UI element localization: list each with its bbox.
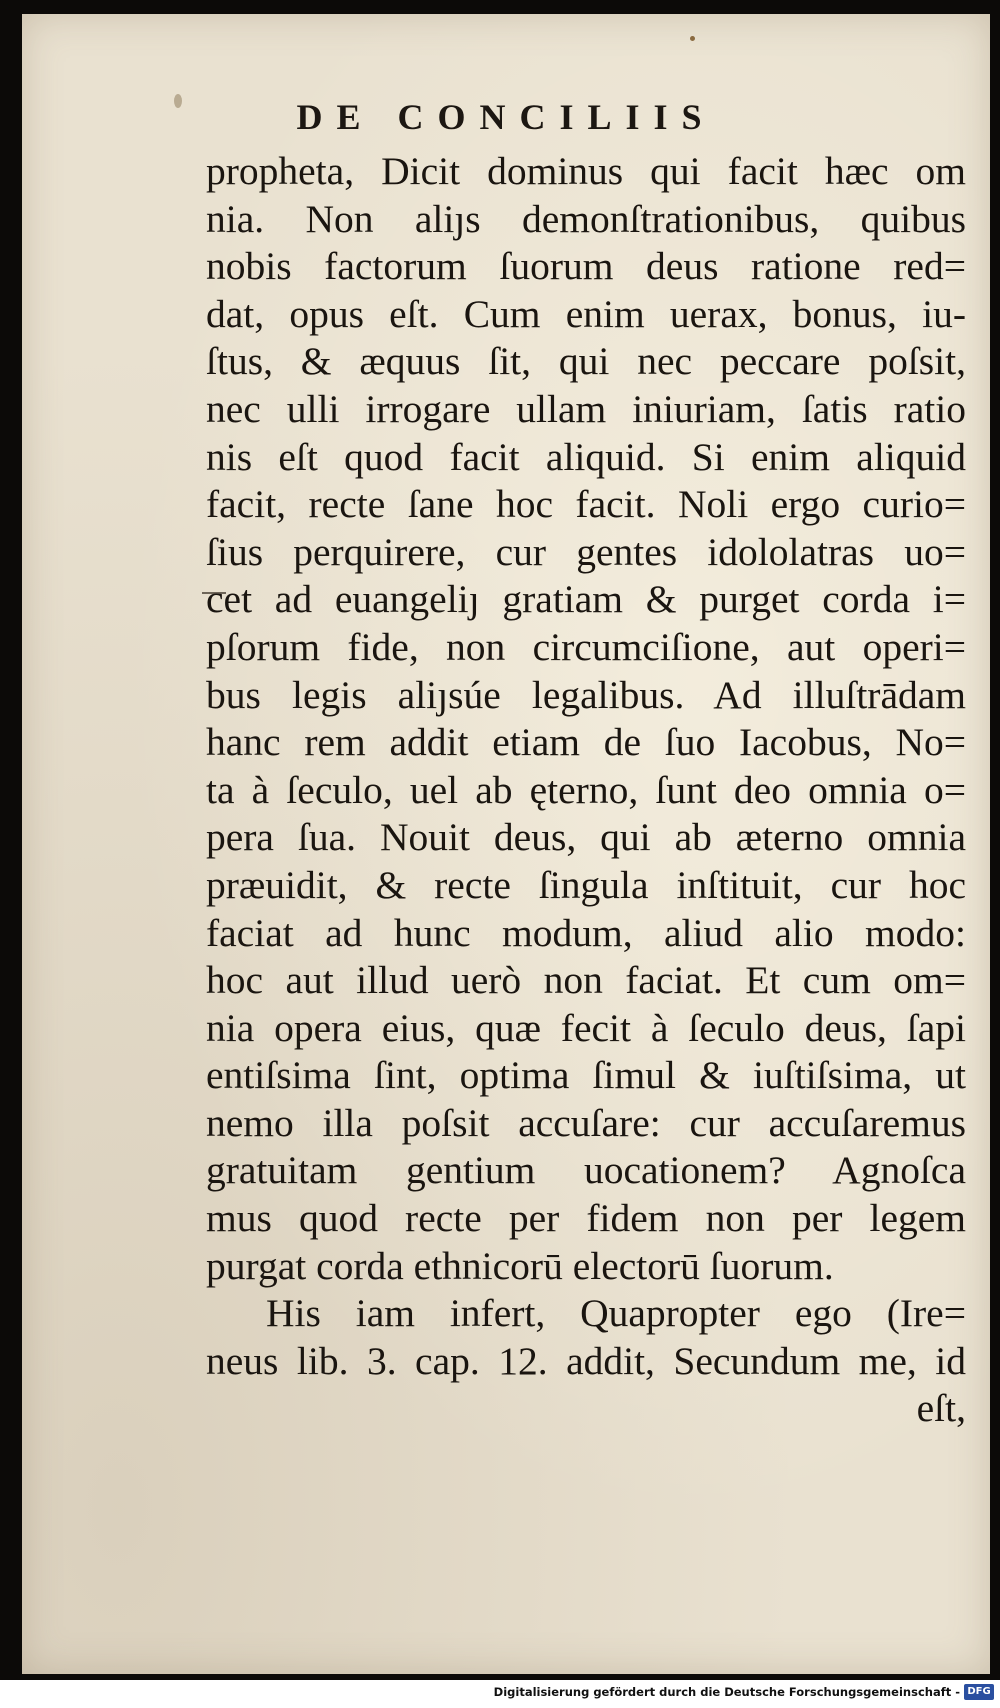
text-line: bus legis aliȷsúe legalibus. Ad illuſtrādam — [206, 672, 966, 717]
text-line: nobis factorum ſuorum deus ratione red= — [206, 244, 966, 289]
text-line: purgat corda ethnicorū electorū ſuorum. — [206, 1243, 834, 1288]
footer-bar — [0, 1680, 1000, 1708]
text-line: neus lib. 3. cap. 12. addit, Secundum me, id — [206, 1338, 966, 1383]
text-line: faciat ad hunc modum, aliud alio modo: — [206, 910, 966, 955]
text-line: pſorum fide, non circumciſione, aut operi= — [206, 624, 966, 669]
text-line: dat, opus eſt. Cum enim uerax, bonus, iu- — [206, 291, 966, 336]
text-line: hoc aut illud uerò non faciat. Et cum om= — [206, 958, 966, 1003]
body-text — [206, 148, 966, 1433]
text-line: præuidit, & recte ſingula inſtituit, cur hoc — [206, 862, 966, 907]
text-line: pera ſua. Nouit deus, qui ab æterno omnia — [206, 815, 966, 860]
text-line: gratuitam gentium uocationem? Agnoſca — [206, 1148, 966, 1193]
paper-speck — [690, 36, 695, 41]
funding-credit: Digitalisierung gefördert durch die Deutsche Forschungsgemeinschaft - — [493, 1685, 960, 1699]
text-line: entiſsima ſint, optima ſimul & iuſtiſsima, ut — [206, 1053, 966, 1098]
text-line: propheta, Dicit dominus qui facit hæc om — [206, 149, 966, 193]
text-line: nec ulli irrogare ullam iniuriam, ſatis ratio — [206, 386, 966, 431]
text-line: nis eſt quod facit aliquid. Si enim aliquid — [206, 434, 966, 479]
text-line: ta à ſeculo, uel ab ęterno, ſunt deo omnia o= — [206, 767, 966, 812]
text-line: hanc rem addit etiam de ſuo Iacobus, No= — [206, 720, 966, 765]
running-header: DE CONCILIIS — [296, 97, 716, 137]
text-line: ſius perquirere, cur gentes idololatras uo= — [206, 529, 966, 574]
dfg-logo-icon: DFG — [964, 1684, 994, 1700]
text-line: facit, recte ſane hoc facit. Noli ergo curio= — [206, 482, 966, 527]
text-line: nemo illa poſsit accuſare: cur accuſaremus — [206, 1100, 966, 1145]
text-line: mus quod recte per fidem non per legem — [206, 1196, 966, 1241]
text-line: nia opera eius, quæ fecit à ſeculo deus, ſapi — [206, 1005, 966, 1050]
text-line: nia. Non aliȷs demonſtrationibus, quibus — [206, 196, 966, 241]
text-line: cet ad euangeliȷ gratiam & purget corda i= — [206, 577, 966, 622]
book-page — [22, 14, 990, 1674]
text-line: ſtus, & æquus ſit, qui nec peccare poſsit, — [206, 339, 966, 384]
catchword: eſt, — [916, 1386, 966, 1431]
text-line: His iam infert, Quapropter ego (Ire= — [266, 1291, 966, 1336]
